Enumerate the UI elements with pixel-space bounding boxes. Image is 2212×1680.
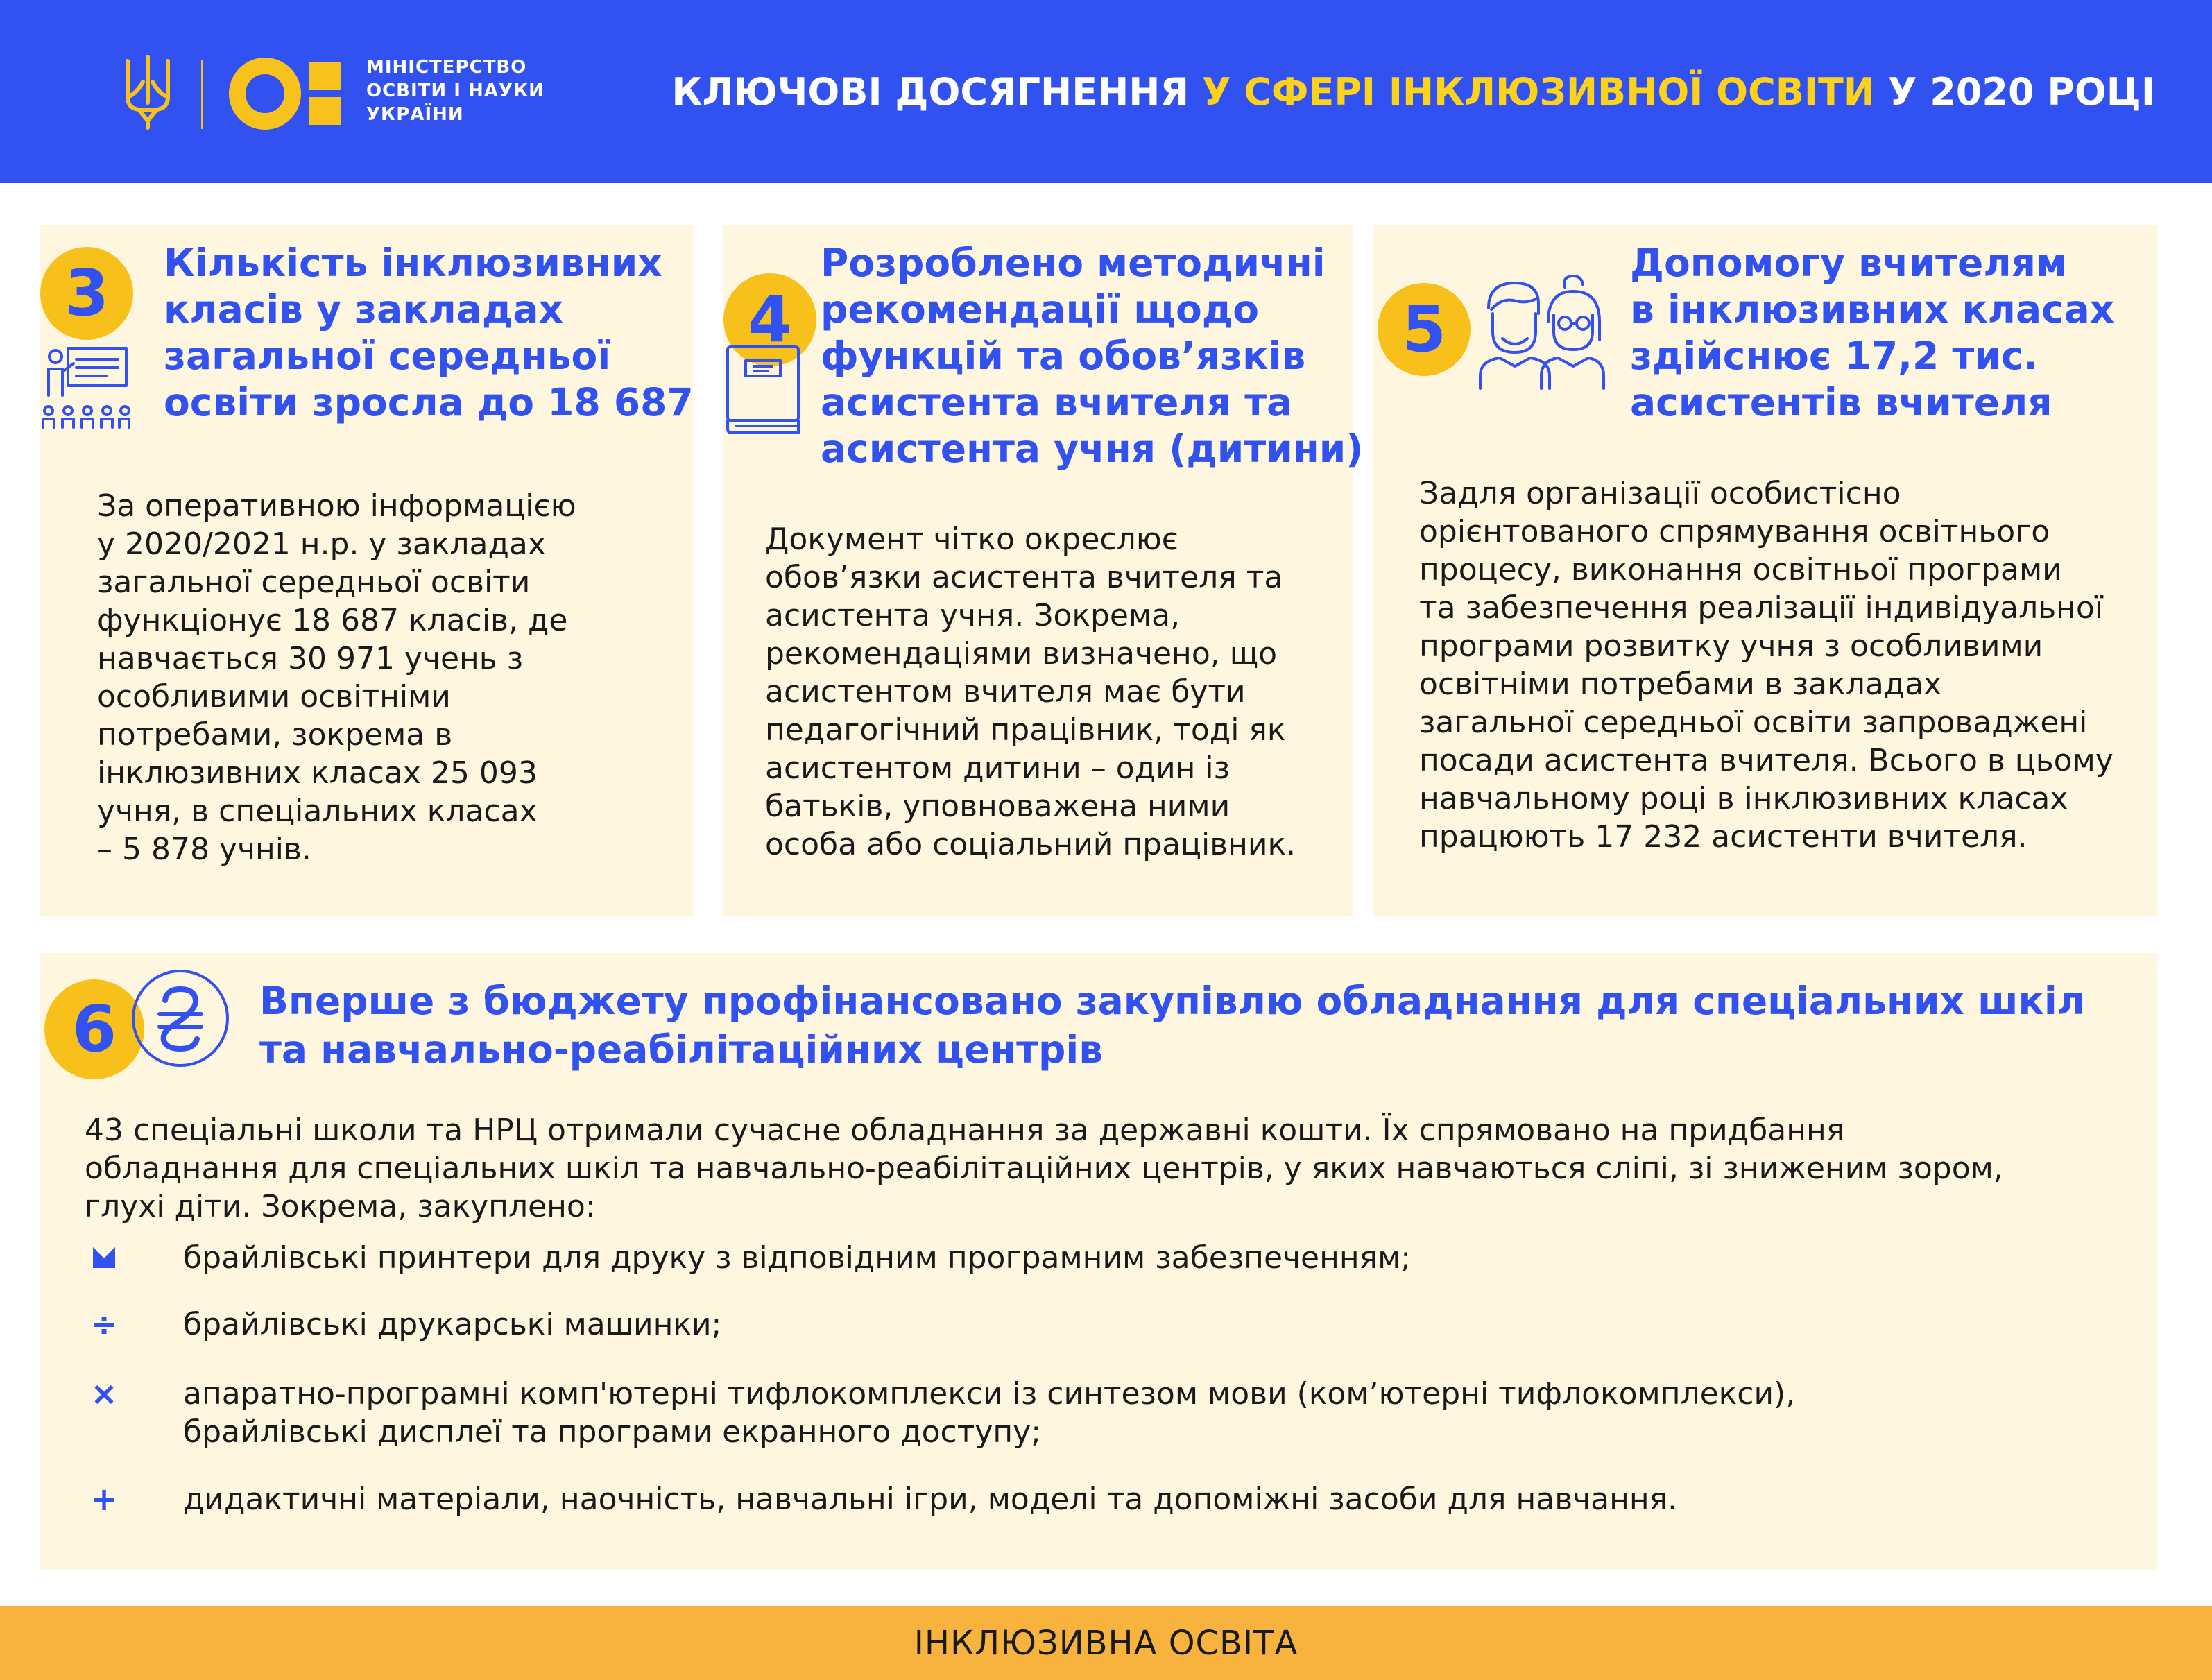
card-body xyxy=(85,1111,2003,1226)
body-line: та забезпечення реалізації індивідуальної xyxy=(1419,590,2104,626)
body-line: За оперативною інформацією xyxy=(97,488,576,524)
number-badge: 6 xyxy=(44,979,144,1079)
card-title xyxy=(1630,240,2114,426)
footer-label: ІНКЛЮЗИВНА ОСВІТА xyxy=(914,1624,1298,1663)
body-line: освітніми потребами в закладах xyxy=(1419,667,1942,702)
title-line: Допомогу вчителям xyxy=(1630,241,2067,285)
braille-printer-icon xyxy=(85,1239,123,1277)
body-line: асистентом вчителя має бути xyxy=(765,674,1246,710)
card-methodical-recommendations xyxy=(723,225,1364,916)
title-line: асистента учня (дитини) xyxy=(821,427,1364,471)
item-text: брайлівські дисплеї та програми екранного доступу; xyxy=(183,1414,1042,1450)
footer-bar xyxy=(0,1606,2212,1680)
body-line: учня, в спеціальних класах xyxy=(97,794,538,829)
divide-icon: ÷ xyxy=(90,1305,118,1343)
ministry-logo xyxy=(228,55,350,132)
title-line: класів у закладах xyxy=(164,287,563,332)
body-line: потребами, зокрема в xyxy=(97,717,453,753)
title-line: здійснює 17,2 тис. xyxy=(1630,334,2039,378)
title-line: асистентів вчителя xyxy=(1630,380,2052,425)
body-line: навчальному році в інклюзивних класах xyxy=(1419,781,2068,816)
body-line: глухі діти. Зокрема, закуплено: xyxy=(85,1189,596,1224)
card-teacher-assistants xyxy=(1373,225,2157,916)
trident-icon xyxy=(123,54,172,130)
body-line: – 5 878 учнів. xyxy=(97,832,311,867)
teacher-class-icon xyxy=(40,343,130,433)
item-text: брайлівські друкарські машинки; xyxy=(183,1307,722,1342)
multiply-icon: × xyxy=(90,1375,118,1412)
body-line: Документ чітко окреслює xyxy=(765,522,1178,557)
header-divider xyxy=(201,60,203,129)
body-line: обладнання для спеціальних шкіл та навчально-реабілітаційних центрів, у яких навчаються сліпі, зі зниженим зором, xyxy=(85,1151,2003,1186)
body-line: батьків, уповноважена ними xyxy=(765,789,1231,824)
title-line: Розроблено методичні xyxy=(821,241,1326,285)
body-line: особливими освітніми xyxy=(97,679,451,714)
title-line: загальної середньої xyxy=(164,334,611,378)
ministry-line: УКРАЇНИ xyxy=(366,104,464,125)
body-line: 43 спеціальні школи та НРЦ отримали сучасне обладнання за державні кошти. Їх спрямовано на придбання xyxy=(85,1113,1845,1148)
item-text: брайлівські принтери для друку з відповідним програмним забезпеченням; xyxy=(183,1240,1412,1276)
item-text: апаратно-програмні комп'ютерні тифлокомплекси із синтезом мови (ком’ютерні тифлокомплекси), xyxy=(183,1376,1796,1412)
card-title xyxy=(164,240,694,426)
title-highlight: У СФЕРІ ІНКЛЮЗИВНОЇ ОСВІТИ xyxy=(1201,70,1875,114)
teachers-icon xyxy=(1475,273,1606,391)
body-line: інклюзивних класах 25 093 xyxy=(97,755,538,791)
hryvnia-icon xyxy=(130,968,230,1068)
title-line: Кількість інклюзивних xyxy=(164,241,662,285)
title-part: У 2020 РОЦІ xyxy=(1875,70,2155,114)
number-badge: 4 xyxy=(723,273,816,366)
body-line: рекомендаціями визначено, що xyxy=(765,636,1278,671)
item-text: дидактичні матеріали, наочність, навчальні ігри, моделі та допоміжні засоби для навчання. xyxy=(183,1482,1678,1517)
title-line: та навчально-реабілітаційних центрів xyxy=(259,1027,1104,1072)
book-icon xyxy=(718,343,808,437)
ministry-name xyxy=(366,55,547,126)
ministry-line: ОСВІТИ І НАУКИ xyxy=(366,80,545,101)
number-badge: 3 xyxy=(40,247,133,340)
body-line: програми розвитку учня з особливими xyxy=(1419,628,2043,664)
title-line: рекомендації щодо xyxy=(821,287,1259,332)
title-part: КЛЮЧОВІ ДОСЯГНЕННЯ xyxy=(671,70,1202,114)
body-line: у 2020/2021 н.р. у закладах xyxy=(97,526,546,562)
title-line: функцій та обов’язків xyxy=(821,334,1306,378)
ministry-line: МІНІСТЕРСТВО xyxy=(366,57,527,78)
title-line: асистента вчителя та xyxy=(821,380,1293,425)
card-body xyxy=(1419,474,2114,856)
body-line: обов’язки асистента вчителя та xyxy=(765,560,1283,595)
title-line: в інклюзивних класах xyxy=(1630,287,2115,332)
card-body xyxy=(97,487,576,868)
card-inclusive-classes xyxy=(40,225,693,916)
body-line: педагогічний працівник, тоді як xyxy=(765,712,1286,748)
body-line: особа або соціальний працівник. xyxy=(765,827,1296,862)
page-title xyxy=(671,68,2155,117)
card-title xyxy=(259,977,2085,1074)
title-line: Вперше з бюджету профінансовано закупівлю обладнання для спеціальних шкіл xyxy=(259,979,2085,1023)
body-line: Задля організації особистісно xyxy=(1419,476,1901,511)
card-title xyxy=(821,240,1363,472)
title-line: освіти зросла до 18 687 xyxy=(164,380,694,425)
body-line: працюють 17 232 асистенти вчителя. xyxy=(1419,819,2027,855)
body-line: функціонує 18 687 класів, де xyxy=(97,603,568,638)
header-bar xyxy=(0,0,2212,183)
body-line: посади асистента вчителя. Всього в цьому xyxy=(1419,743,2114,778)
body-line: процесу, виконання освітньої програми xyxy=(1419,552,2062,588)
body-line: загальної середньої освіти запроваджені xyxy=(1419,705,2088,740)
body-line: асистента учня. Зокрема, xyxy=(765,598,1181,633)
card-body xyxy=(765,520,1296,864)
number-badge: 5 xyxy=(1378,283,1471,376)
body-line: асистентом дитини – один із xyxy=(765,751,1231,786)
body-line: орієнтованого спрямування освітнього xyxy=(1419,514,2050,549)
body-line: загальної середньої освіти xyxy=(97,565,531,600)
body-line: навчається 30 971 учень з xyxy=(97,641,524,676)
plus-icon: + xyxy=(90,1480,118,1518)
